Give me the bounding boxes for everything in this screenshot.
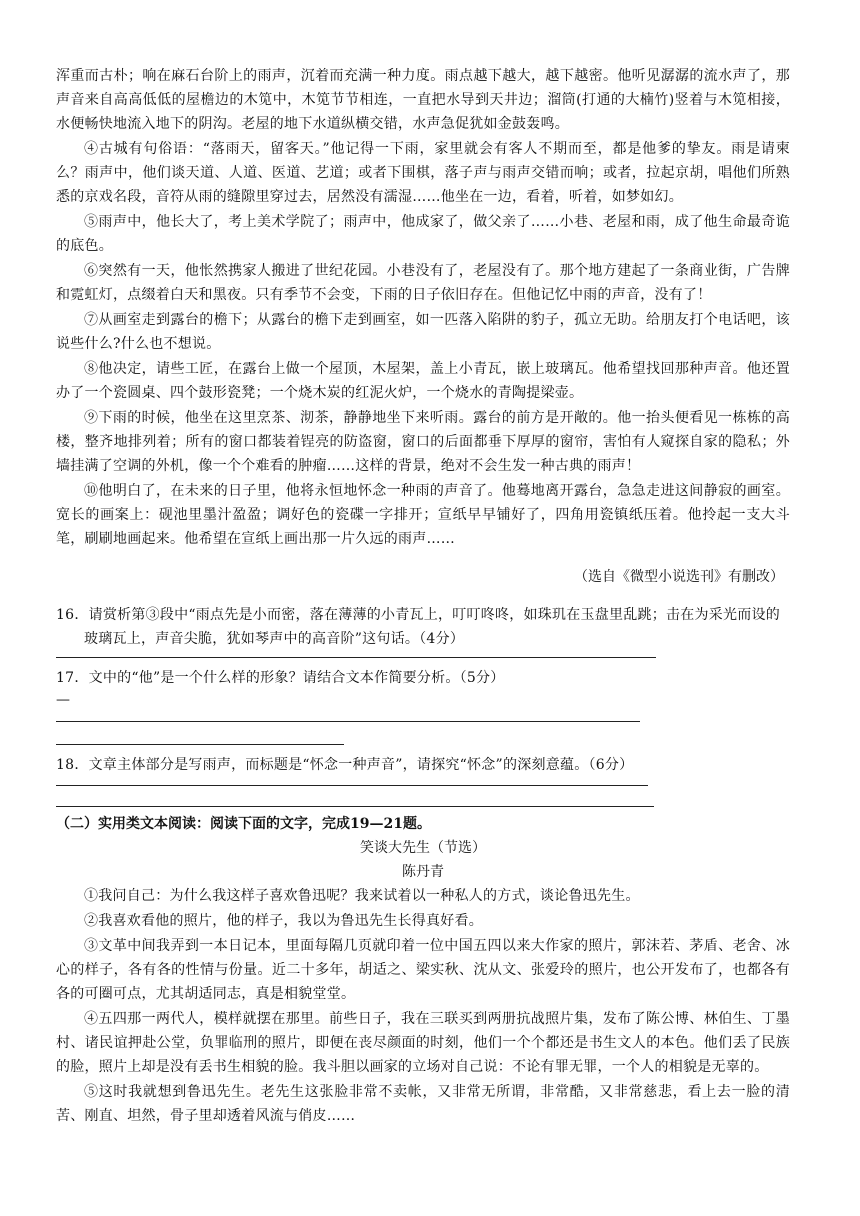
article-paragraph: ①我问自己：为什么我这样子喜欢鲁迅呢？我来试着以一种私人的方式，谈论鲁迅先生。 bbox=[84, 888, 640, 904]
practical-text-section bbox=[56, 812, 790, 1129]
article-paragraph: ③文革中间我弄到一本日记本，里面每隔几页就印着一位中国五四以来大作家的照片，郭沫若、茅盾、老舍、冰心的样子，各有各的性情与份量。近二十多年，胡适之、梁实秋、沈从文、张爱玲的照片，也公开发布了，也都各有各的可圈可点，尤其胡适同志，真是相貌堂堂。 bbox=[56, 938, 790, 1002]
answer-dash: — bbox=[56, 692, 71, 708]
story-paragraph: ④古城有句俗语：“落雨天，留客天。”他记得一下雨，家里就会有客人不期而至，都是他爹的挚友。雨是请柬么？雨声中，他们谈天道、人道、医道、艺道；或者下围棋，落子声与雨声交错而响；或者，拉起京胡，唱他们所熟悉的京戏名段，音符从雨的缝隙里穿过去，居然没有濡湿……他坐在一边，看着，听着，如梦如幻。 bbox=[56, 141, 790, 205]
article-paragraph: ④五四那一两代人，模样就摆在那里。前些日子，我在三联买到两册抗战照片集，发布了陈公博、林伯生、丁墨村、诸民谊押赴公堂，负罪临刑的照片，即便在丧尽颜面的时刻，他们一个个都还是书生文人的本色。他们丢了民族的脸，照片上却是没有丢书生相貌的脸。我斗胆以画家的立场对自己说：不论有罪无罪，一个人的相貌是无辜的。 bbox=[56, 1011, 790, 1075]
article-author: 陈丹青 bbox=[402, 864, 444, 880]
answer-line[interactable] bbox=[56, 806, 654, 807]
question-18: 18．文章主体部分是写雨声，而标题是“怀念一种声音”，请探究“怀念”的深刻意蕴。（6分） bbox=[56, 757, 634, 773]
article-paragraph: ⑤这时我就想到鲁迅先生。老先生这张脸非常不卖帐，又非常无所谓，非常酷，又非常慈悲，看上去一脸的清苦、刚直、坦然，骨子里却透着风流与俏皮…… bbox=[56, 1084, 790, 1124]
story-paragraph: ⑥突然有一天，他怅然携家人搬进了世纪花园。小巷没有了，老屋没有了。那个地方建起了一条商业街，广告牌和霓虹灯，点缀着白天和黑夜。只有季节不会变，下雨的日子依旧存在。但他记忆中雨的声音，没有了！ bbox=[56, 263, 790, 303]
story-source: （选自《微型小说选刊》有删改） bbox=[574, 569, 784, 585]
story-paragraph: ⑧他决定，请些工匠，在露台上做一个屋顶，木屋架，盖上小青瓦，嵌上玻璃瓦。他希望找回那种声音。他还置办了一个瓷圆桌、四个鼓形瓷凳；一个烧木炭的红泥火炉，一个烧水的青陶提梁壶。 bbox=[56, 361, 790, 401]
article-paragraph: ②我喜欢看他的照片，他的样子，我以为鲁迅先生长得真好看。 bbox=[84, 913, 483, 929]
story-paragraph: ⑦从画室走到露台的檐下；从露台的檐下走到画室，如一匹落入陷阱的豹子，孤立无助。给朋友打个电话吧，该说些什么?什么也不想说。 bbox=[56, 312, 790, 352]
question-17: 17．文中的“他”是一个什么样的形象？请结合文本作简要分析。（5分） bbox=[56, 670, 505, 686]
story-paragraph: 浑重而古朴；响在麻石台阶上的雨声，沉着而充满一种力度。雨点越下越大，越下越密。他听见潺潺的流水声了，那声音来自高高低低的屋檐边的木笕中，木笕节节相连，一直把水导到天井边；溜筒(打通的大楠竹)竖着与木笕相接，水便畅快地流入地下的阴沟。老屋的地下水道纵横交错，水声急促犹如金鼓轰鸣。 bbox=[56, 68, 790, 132]
story-paragraph: ⑩他明白了，在未来的日子里，他将永恒地怀念一种雨的声音了。他蓦地离开露台，急急走进这间静寂的画室。宽长的画案上：砚池里墨汁盈盈；调好色的瓷碟一字排开；宣纸早早铺好了，四角用瓷镇纸压着。他拎起一支大斗笔，刷刷地画起来。他希望在宣纸上画出那一片久远的雨声…… bbox=[56, 483, 790, 547]
question-16: 16．请赏析第③段中“雨点先是小而密，落在薄薄的小青瓦上，叮叮咚咚，如珠玑在玉盘里乱跳；击在为采光而设的玻璃瓦上，声音尖脆，犹如琴声中的高音阶”这句话。（4分） bbox=[56, 607, 780, 647]
story-paragraph: ⑤雨声中，他长大了，考上美术学院了；雨声中，他成家了，做父亲了……小巷、老屋和雨，成了他生命最奇诡的底色。 bbox=[56, 214, 790, 254]
section-heading: （二）实用类文本阅读：阅读下面的文字，完成19—21题。 bbox=[56, 816, 431, 832]
story-section bbox=[56, 64, 790, 807]
article-title: 笑谈大先生（节选） bbox=[360, 840, 486, 856]
story-paragraph: ⑨下雨的时候，他坐在这里烹茶、沏茶，静静地坐下来听雨。露台的前方是开敞的。他一抬头便看见一栋栋的高楼，整齐地排列着；所有的窗口都装着锃亮的防盗窗，窗口的后面都垂下厚厚的窗帘，害怕有人窥探自家的隐私；外墙挂满了空调的外机，像一个个难看的肿瘤……这样的背景，绝对不会生发一种古典的雨声！ bbox=[56, 410, 790, 474]
